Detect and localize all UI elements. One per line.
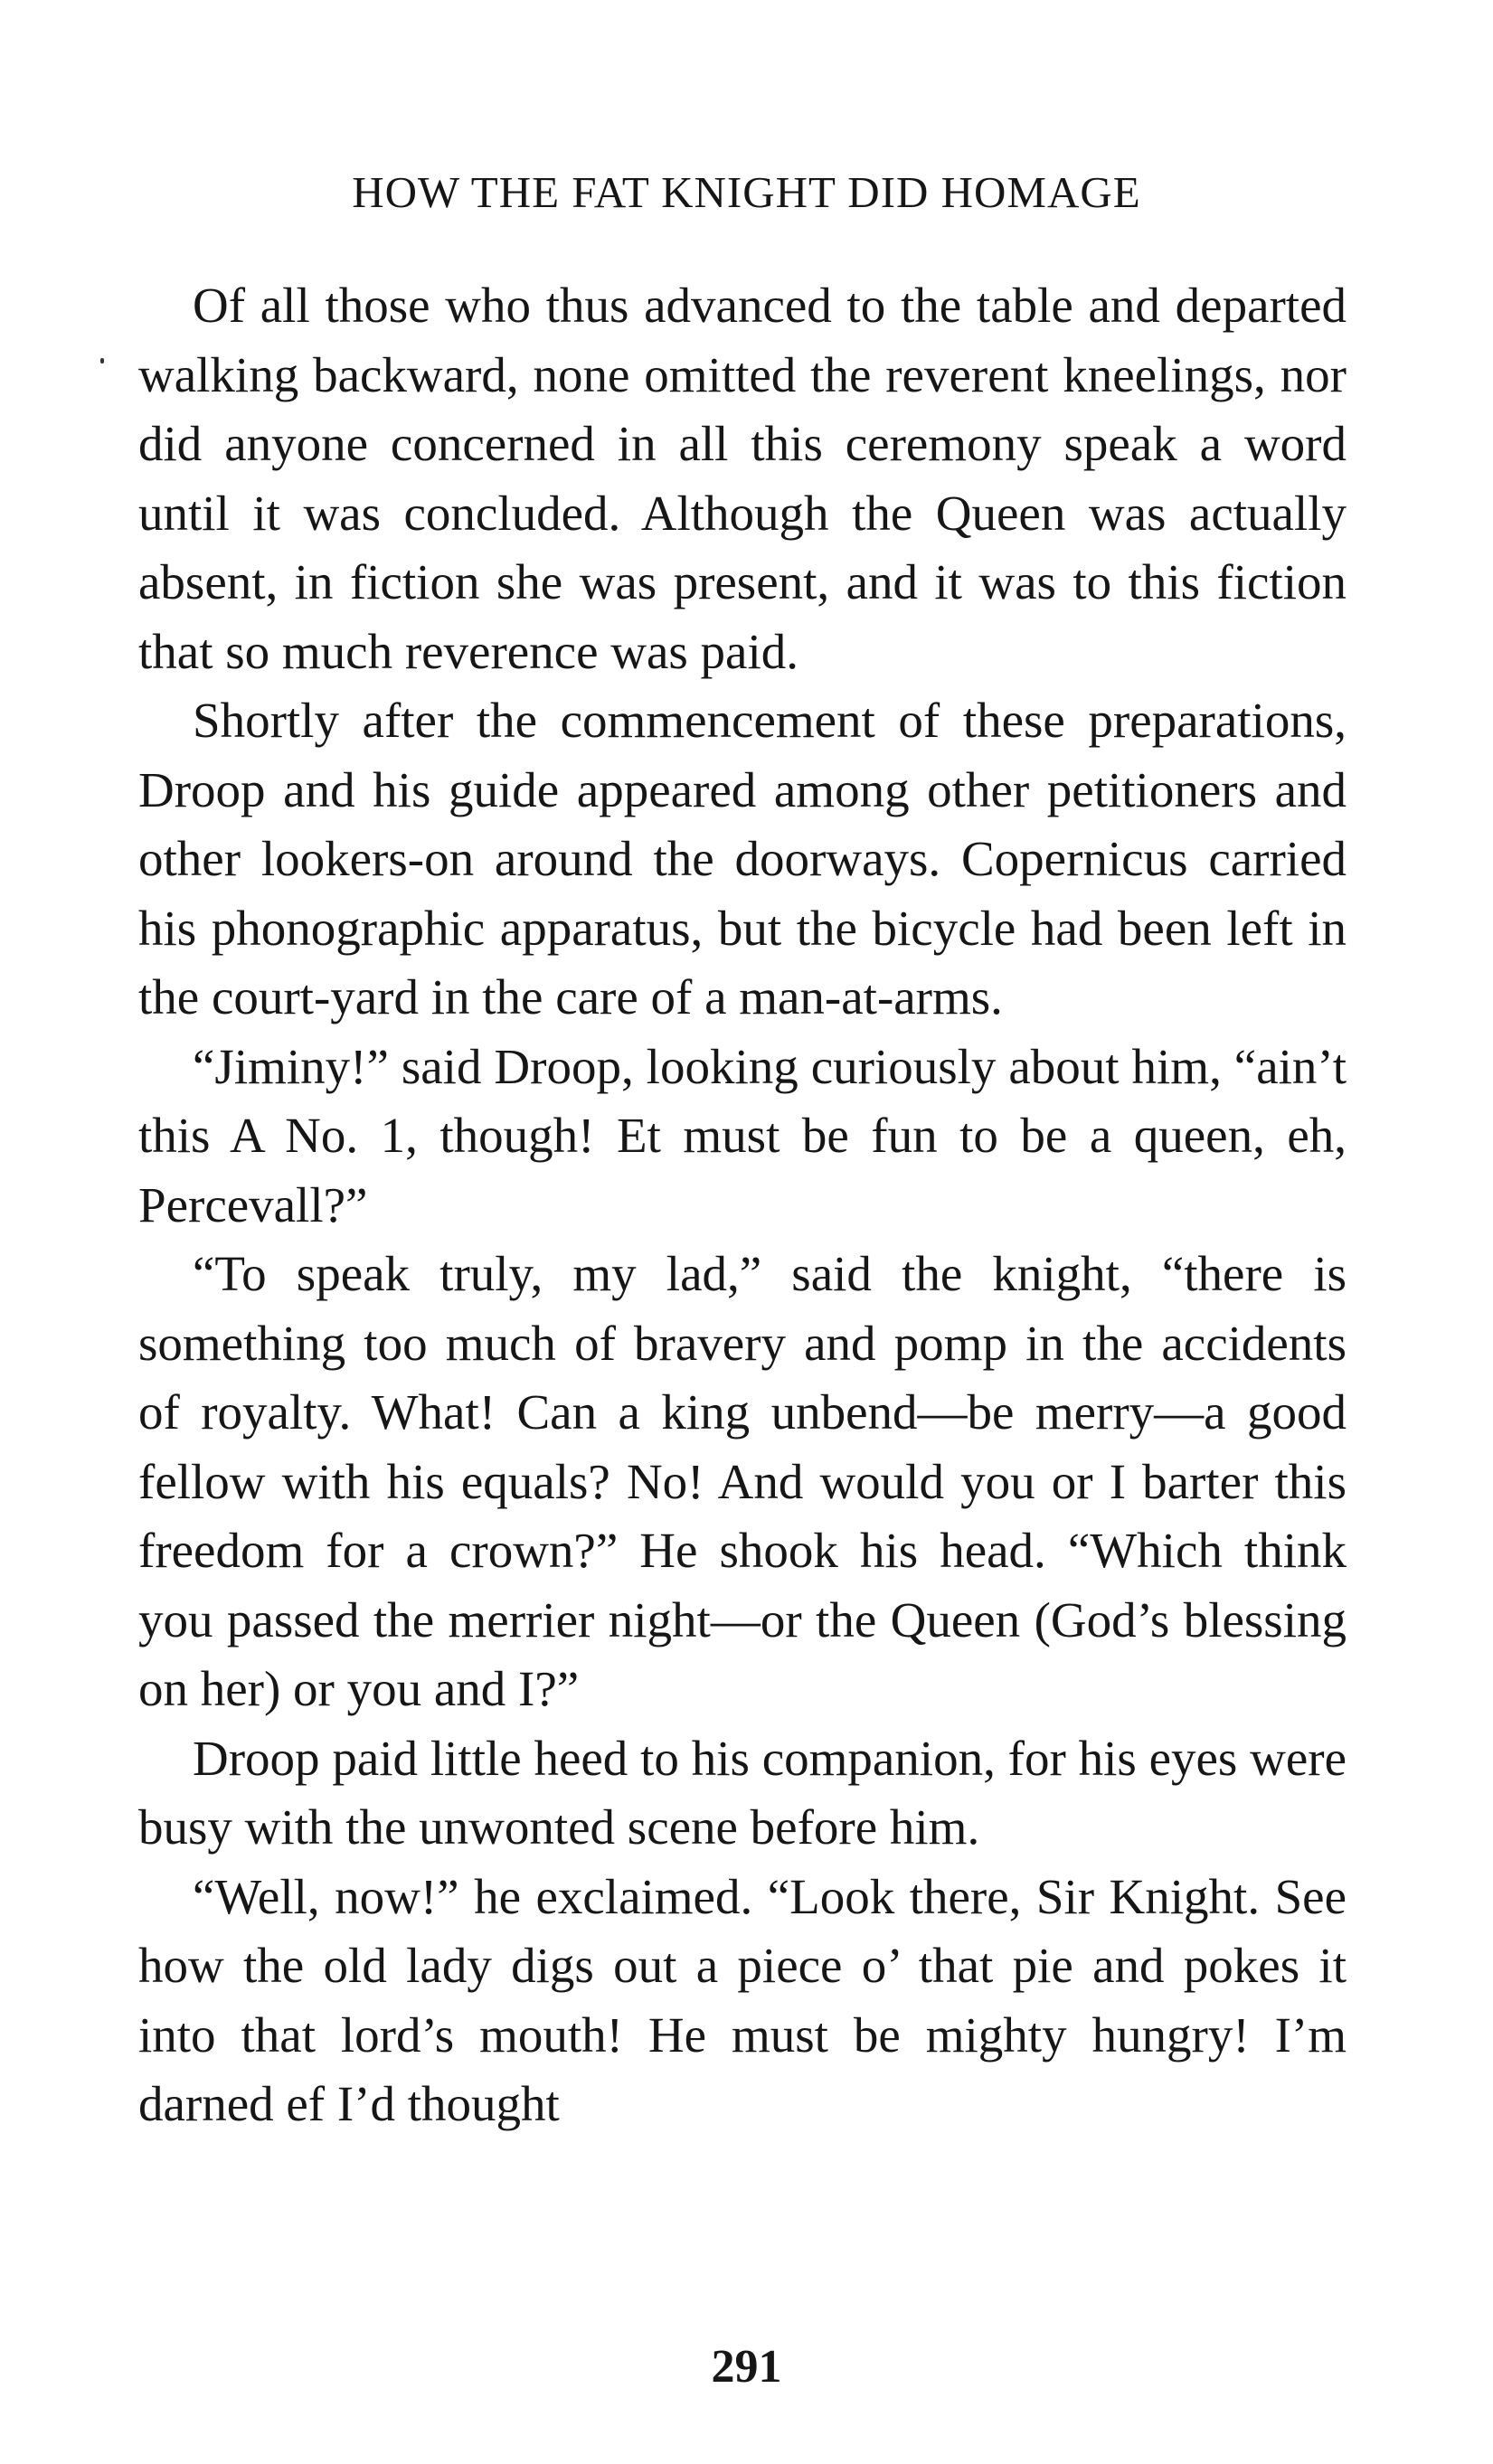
paragraph: Shortly after the commencement of these preparations, Droop and his guide appeared among other petitioners and other lookers-on around the doorways. Copernicus carried his phonographic apparatus, but the bicycle had been left in the court-yard in the care of a man-at-arms. bbox=[138, 693, 1347, 1024]
paragraph: Of all those who thus advanced to the table and departed walking backward, none omitted the reverent kneelings, nor did anyone concerned in all this ceremony speak a word until it was concluded. Although the Queen was actually absent, in fiction she was present, and it was to this fiction that so much reverence was paid. bbox=[138, 278, 1347, 679]
paragraph: Droop paid little heed to his companion, for his eyes were busy with the unwonted scene before him. bbox=[138, 1730, 1347, 1855]
paragraph: “To speak truly, my lad,” said the knight, “there is something too much of bravery and pomp in the accidents of royalty. What! Can a king unbend—be merry—a good fellow with his equals? No! And would you or I barter this freedom for a crown?” He shook his head. “Which think you passed the merrier night—or the Queen (God’s blessing on her) or you and I?” bbox=[138, 1246, 1347, 1716]
running-head: HOW THE FAT KNIGHT DID HOMAGE bbox=[352, 167, 1141, 217]
page-number: 291 bbox=[711, 2341, 782, 2393]
body-text bbox=[138, 271, 1347, 2139]
paragraph: “Well, now!” he exclaimed. “Look there, Sir Knight. See how the old lady digs out a piece o’ that pie and pokes it into that lord’s mouth! He must be mighty hungry! I’m darned ef I’d thought bbox=[138, 1868, 1347, 2131]
print-speck bbox=[100, 358, 104, 363]
paragraph: “Jiminy!” said Droop, looking curiously about him, “ain’t this A No. 1, though! Et must be fun to be a queen, eh, Percevall?” bbox=[138, 1038, 1347, 1232]
